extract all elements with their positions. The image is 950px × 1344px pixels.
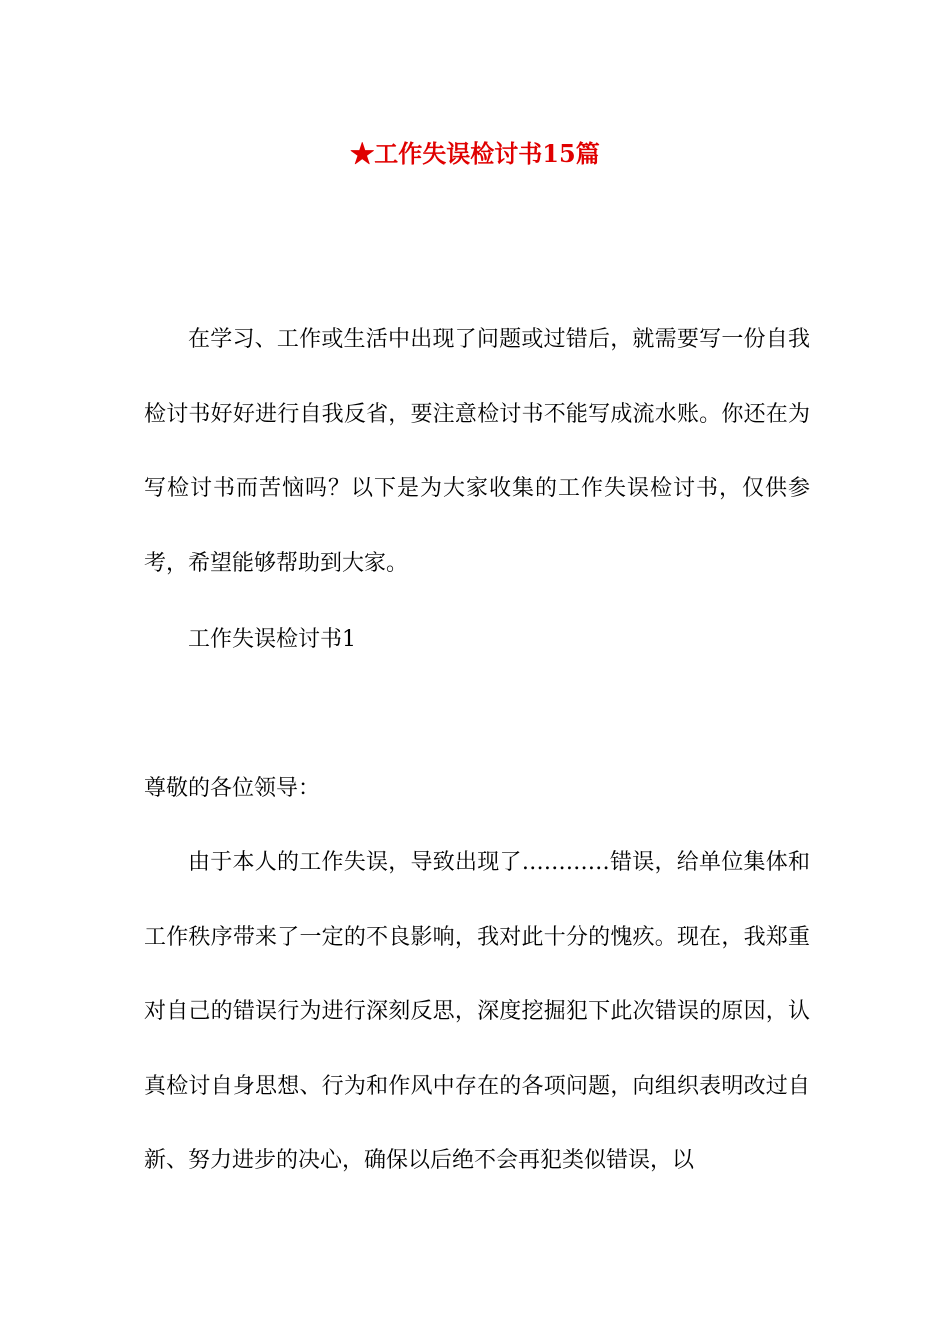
intro-paragraph: 在学习、工作或生活中出现了问题或过错后，就需要写一份自我检讨书好好进行自我反省，要注意检讨书不能写成流水账。你还在为写检讨书而苦恼吗？以下是为大家收集的工作失误检讨书，仅供参考，希望能够帮助到大家。 [144,327,810,576]
section-heading: 工作失误检讨书1 [188,627,356,652]
document-title: ★工作失误检讨书15篇 [350,139,600,168]
body-paragraph: 由于本人的工作失误，导致出现了…………错误，给单位集体和工作秩序带来了一定的不良影响，我对此十分的愧疚。现在，我郑重对自己的错误行为进行深刻反思，深度挖掘犯下此次错误的原因，认真检讨自身思想、行为和作风中存在的各项问题，向组织表明改过自新、努力进步的决心，确保以后绝不会再犯类似错误，以 [144,850,810,1173]
salutation: 尊敬的各位领导： [144,776,321,801]
